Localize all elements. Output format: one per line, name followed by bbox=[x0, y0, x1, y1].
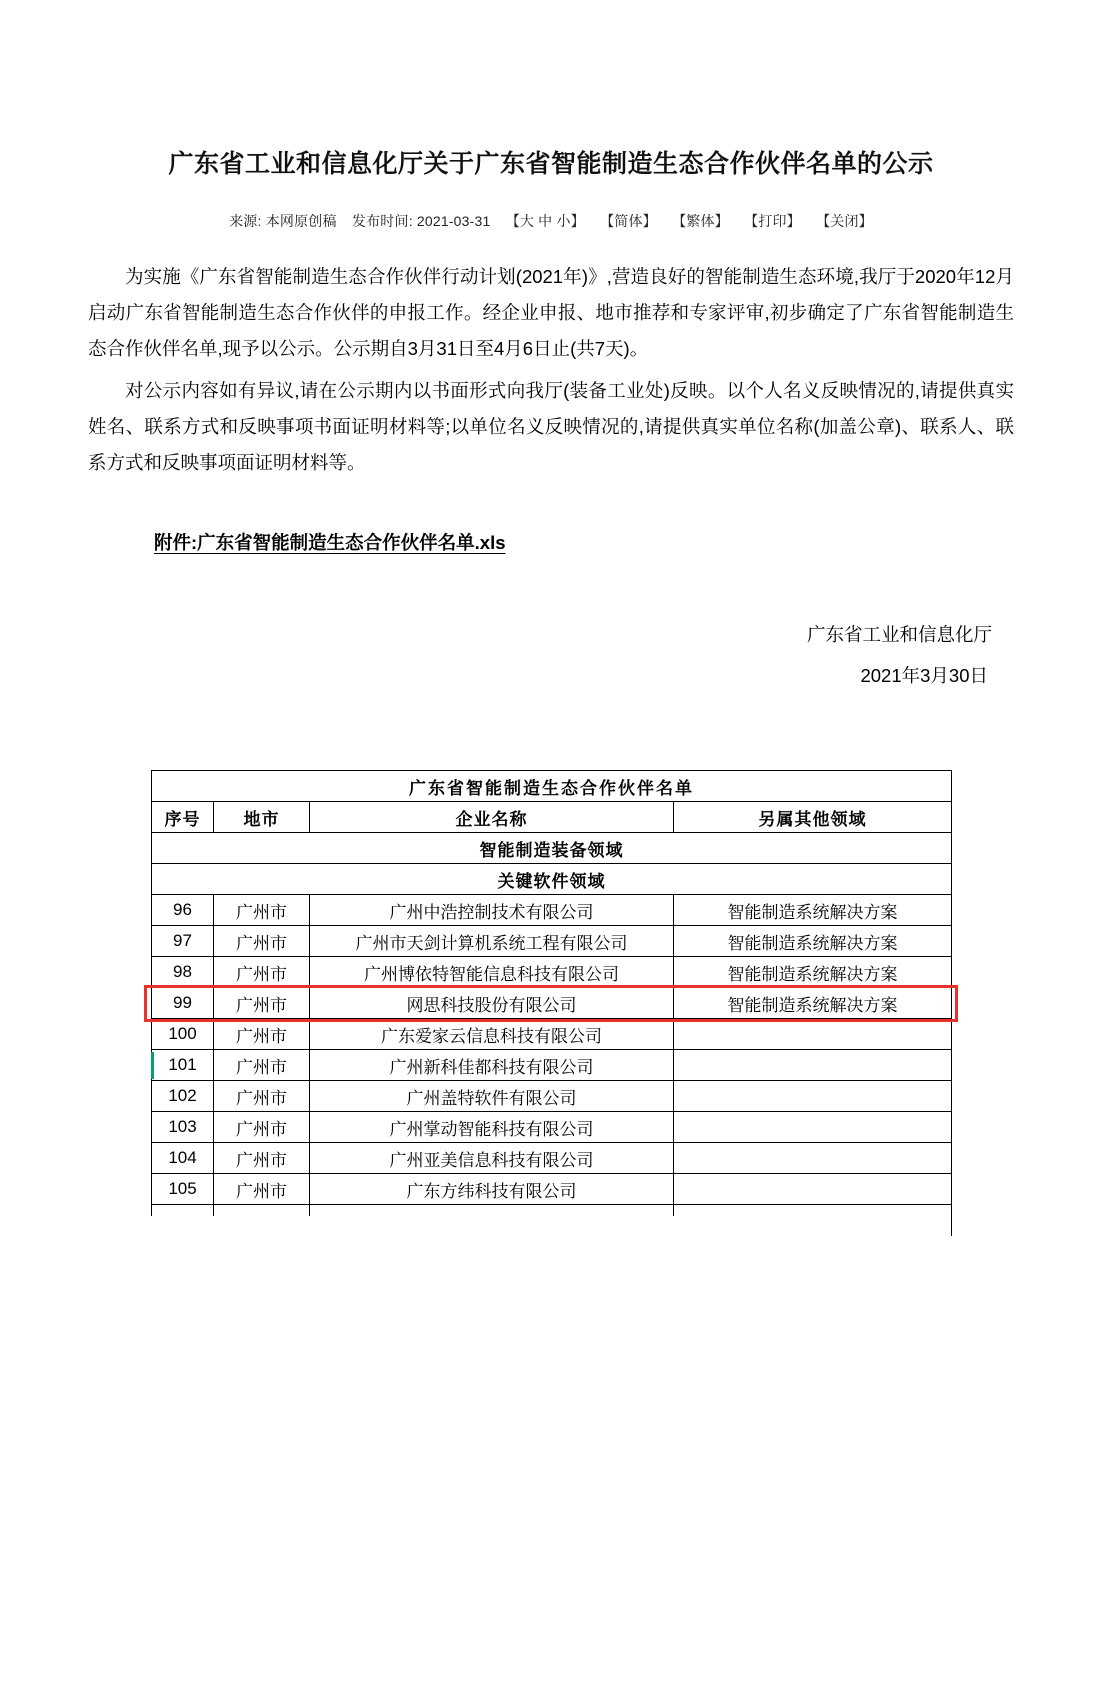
table-row bbox=[152, 895, 952, 926]
column-header-company: 企业名称 bbox=[310, 802, 674, 833]
publish-date: 2021-03-31 bbox=[416, 212, 491, 229]
signature-organization: 广东省工业和信息化厅 bbox=[806, 623, 992, 645]
document-meta bbox=[88, 211, 1014, 231]
table-row bbox=[152, 1081, 952, 1112]
cell-company: 广东爱家云信息科技有限公司 bbox=[310, 1019, 674, 1050]
print-link[interactable]: 【打印】 bbox=[744, 212, 801, 229]
cell-company: 广州中浩控制技术有限公司 bbox=[310, 895, 674, 926]
simplified-chinese-link[interactable]: 【简体】 bbox=[600, 212, 657, 229]
row-marker-icon bbox=[151, 1052, 154, 1079]
table-row bbox=[152, 957, 952, 988]
cell-other: 智能制造系统解决方案 bbox=[674, 926, 952, 957]
cell-no: 99 bbox=[152, 988, 214, 1019]
cell-other bbox=[674, 1019, 952, 1050]
cell-no: 101 bbox=[152, 1050, 214, 1081]
table-header-row bbox=[152, 802, 952, 833]
cell-other bbox=[674, 1174, 952, 1205]
cell-company: 广州博依特智能信息科技有限公司 bbox=[310, 957, 674, 988]
table-row bbox=[152, 926, 952, 957]
page-clip-mask bbox=[151, 1216, 951, 1238]
attachment-link[interactable]: 附件:广东省智能制造生态合作伙伴名单.xls bbox=[154, 531, 506, 553]
cell-company: 广州新科佳都科技有限公司 bbox=[310, 1050, 674, 1081]
partner-list-table bbox=[151, 770, 952, 1236]
font-size-control[interactable]: 【大 中 小】 bbox=[505, 212, 585, 229]
table-row bbox=[152, 1050, 952, 1081]
traditional-chinese-link[interactable]: 【繁体】 bbox=[672, 212, 729, 229]
cell-company: 广州市天剑计算机系统工程有限公司 bbox=[310, 926, 674, 957]
cell-city: 广州市 bbox=[214, 1019, 310, 1050]
document-page bbox=[0, 148, 1102, 1707]
page-title: 广东省工业和信息化厅关于广东省智能制造生态合作伙伴名单的公示 bbox=[168, 150, 934, 178]
cell-city: 广州市 bbox=[214, 988, 310, 1019]
column-header-other-field: 另属其他领域 bbox=[674, 802, 952, 833]
column-header-city: 地市 bbox=[214, 802, 310, 833]
cell-other bbox=[674, 1112, 952, 1143]
table-title-row bbox=[152, 771, 952, 802]
table-row bbox=[152, 1174, 952, 1205]
cell-city: 广州市 bbox=[214, 1081, 310, 1112]
cell-city: 广州市 bbox=[214, 1174, 310, 1205]
table-row bbox=[152, 1112, 952, 1143]
cell-other: 智能制造系统解决方案 bbox=[674, 988, 952, 1019]
column-header-no: 序号 bbox=[152, 802, 214, 833]
cell-company: 广州掌动智能科技有限公司 bbox=[310, 1112, 674, 1143]
cell-company: 广东方纬科技有限公司 bbox=[310, 1174, 674, 1205]
cell-city: 广州市 bbox=[214, 1050, 310, 1081]
source-value: 本网原创稿 bbox=[265, 212, 337, 229]
cell-other bbox=[674, 1050, 952, 1081]
cell-no: 97 bbox=[152, 926, 214, 957]
cell-other: 智能制造系统解决方案 bbox=[674, 957, 952, 988]
table-title: 广东省智能制造生态合作伙伴名单 bbox=[152, 771, 952, 802]
table-section-row-software bbox=[152, 864, 952, 895]
cell-no: 103 bbox=[152, 1112, 214, 1143]
table-row bbox=[152, 1143, 952, 1174]
cell-no: 96 bbox=[152, 895, 214, 926]
cell-no: 100 bbox=[152, 1019, 214, 1050]
section-label-software: 关键软件领域 bbox=[152, 864, 952, 895]
table-row-highlighted bbox=[152, 988, 952, 1019]
cell-city: 广州市 bbox=[214, 957, 310, 988]
section-label-equipment: 智能制造装备领域 bbox=[152, 833, 952, 864]
body-paragraph-1: 为实施《广东省智能制造生态合作伙伴行动计划(2021年)》,营造良好的智能制造生态环境,我厅于2020年12月启动广东省智能制造生态合作伙伴的申报工作。经企业申报、地市推荐和专家评审,初步确定了广东省智能制造生态合作伙伴名单,现予以公示。公示期自3月31日至4月6日止(共7天)。 bbox=[88, 265, 1014, 359]
cell-company: 网思科技股份有限公司 bbox=[310, 988, 674, 1019]
cell-company: 广州亚美信息科技有限公司 bbox=[310, 1143, 674, 1174]
signature-date: 2021年3月30日 bbox=[860, 664, 988, 686]
body-paragraph-2: 对公示内容如有异议,请在公示期内以书面形式向我厅(装备工业处)反映。以个人名义反映情况的,请提供真实姓名、联系方式和反映事项书面证明材料等;以单位名义反映情况的,请提供真实单位名称(加盖公章)、联系人、联系方式和反映事项面证明材料等。 bbox=[88, 379, 1014, 473]
cell-city: 广州市 bbox=[214, 1112, 310, 1143]
cell-other bbox=[674, 1081, 952, 1112]
cell-city: 广州市 bbox=[214, 895, 310, 926]
cell-no: 102 bbox=[152, 1081, 214, 1112]
publish-label: 发布时间: bbox=[351, 212, 413, 229]
cell-city: 广州市 bbox=[214, 1143, 310, 1174]
cell-other: 智能制造系统解决方案 bbox=[674, 895, 952, 926]
cell-no: 104 bbox=[152, 1143, 214, 1174]
cell-no: 98 bbox=[152, 957, 214, 988]
cell-city: 广州市 bbox=[214, 926, 310, 957]
cell-other bbox=[674, 1143, 952, 1174]
partner-list-table-wrap bbox=[151, 770, 951, 1236]
table-section-row-equipment bbox=[152, 833, 952, 864]
table-row bbox=[152, 1019, 952, 1050]
close-link[interactable]: 【关闭】 bbox=[816, 212, 873, 229]
source-label: 来源: bbox=[229, 212, 262, 229]
signature-block bbox=[88, 615, 1014, 696]
cell-no: 105 bbox=[152, 1174, 214, 1205]
cell-company: 广州盖特软件有限公司 bbox=[310, 1081, 674, 1112]
